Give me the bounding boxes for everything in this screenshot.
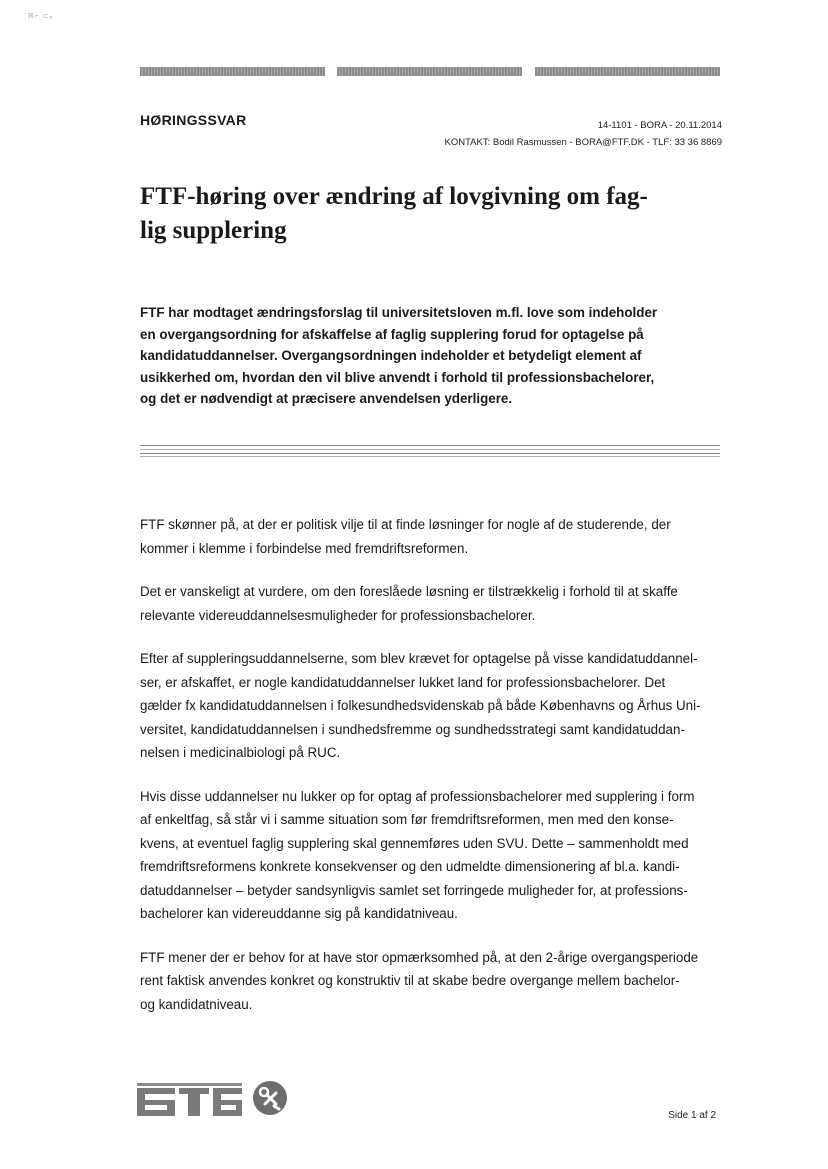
- body-paragraph: [140, 946, 720, 1017]
- body-line: rent faktisk anvendes konkret og konstruktiv til at skabe bedre overgange mellem bachelor-: [140, 973, 680, 988]
- emblem-icon: [252, 1080, 288, 1116]
- document-body: [140, 513, 720, 1036]
- header-bar-2: [337, 67, 522, 76]
- lead-line: FTF har modtaget ændringsforslag til universitetsloven m.fl. love som indeholder: [140, 305, 658, 320]
- title-line: FTF-høring over ændring af lovgivning om fag-: [140, 183, 648, 210]
- body-line: versitet, kandidatuddannelsen i sundhedsfremme og sundhedsstrategi samt kandidatuddan-: [140, 721, 685, 737]
- body-paragraph: [140, 785, 720, 926]
- title-line: lig supplering: [140, 217, 287, 244]
- body-line: FTF mener der er behov for at have stor opmærksomhed på, at den 2-årige overgangsperiode: [140, 949, 699, 965]
- lead-line: usikkerhed om, hvordan den vil blive anvendt i forhold til professionsbachelorer,: [140, 369, 655, 385]
- lead-line: kandidatuddannelser. Overgangsordningen indeholder et betydeligt element af: [140, 348, 642, 363]
- body-paragraph: [140, 513, 720, 560]
- body-line: Efter af suppleringsuddannelserne, som blev krævet for optagelse på visse kandidatuddannel-: [140, 651, 698, 666]
- contact-info: KONTAKT: Bodil Rasmussen - BORA@FTF.DK - TLF: 33 36 8869: [444, 137, 722, 148]
- body-line: datuddannelser – betyder sandsynligvis samlet set forringede muligheder for, at professions-: [140, 882, 688, 898]
- page-number: Side 1 af 2: [668, 1110, 716, 1121]
- body-line: kvens, at eventuel faglig supplering skal gennemføres uden SVU. Dette – sammenholdt med: [140, 835, 689, 851]
- document-type-label: HØRINGSSVAR: [140, 112, 247, 128]
- body-line: relevante videreuddannelsesmuligheder for professionsbachelorer.: [140, 607, 536, 623]
- body-line: FTF skønner på, at der er politisk vilje til at finde løsninger for nogle af de studerende, der: [140, 517, 671, 532]
- header-bar-3: [535, 67, 720, 76]
- body-line: ser, er afskaffet, er nogle kandidatuddannelser lukket land for professionsbachelorer. Det: [140, 674, 666, 690]
- header-decorative-bars: [140, 67, 720, 77]
- body-paragraph: [140, 580, 720, 627]
- body-line: Hvis disse uddannelser nu lukker op for optag af professionsbachelorer med supplering i form: [140, 788, 695, 804]
- lead-summary: [140, 302, 720, 410]
- body-paragraph: [140, 647, 720, 765]
- body-line: af enkeltfag, så står vi i samme situation som før fremdriftsreformen, men med den konse-: [140, 812, 674, 827]
- section-divider: [140, 445, 720, 457]
- body-line: kommer i klemme i forbindelse med fremdriftsreformen.: [140, 540, 469, 556]
- ftf-logo: [137, 1080, 242, 1116]
- document-reference: 14-1101 - BORA - 20.11.2014: [597, 120, 722, 131]
- body-line: og kandidatniveau.: [140, 996, 253, 1012]
- body-line: nelsen i medicinalbiologi på RUC.: [140, 745, 341, 760]
- body-line: fremdriftsreformens konkrete konsekvenser og den udmeldte dimensionering af bl.a. kandi-: [140, 859, 680, 874]
- body-line: Det er vanskeligt at vurdere, om den foreslåede løsning er tilstrækkelig i forhold til at skaffe: [140, 584, 678, 599]
- lead-line: og det er nødvendigt at præcisere anvendelsen yderligere.: [140, 391, 513, 406]
- body-line: bachelorer kan videreuddanne sig på kandidatniveau.: [140, 906, 458, 921]
- document-title: [140, 180, 730, 248]
- body-line: gælder fx kandidatuddannelsen i folkesundhedsvidenskab på både Københavns og Århus Uni-: [140, 698, 701, 713]
- scan-artifact: ℝ⌐ ⊂ₑ: [28, 13, 54, 20]
- lead-line: en overgangsordning for afskaffelse af faglig supplering forud for optagelse på: [140, 326, 644, 342]
- header-bar-1: [140, 67, 325, 76]
